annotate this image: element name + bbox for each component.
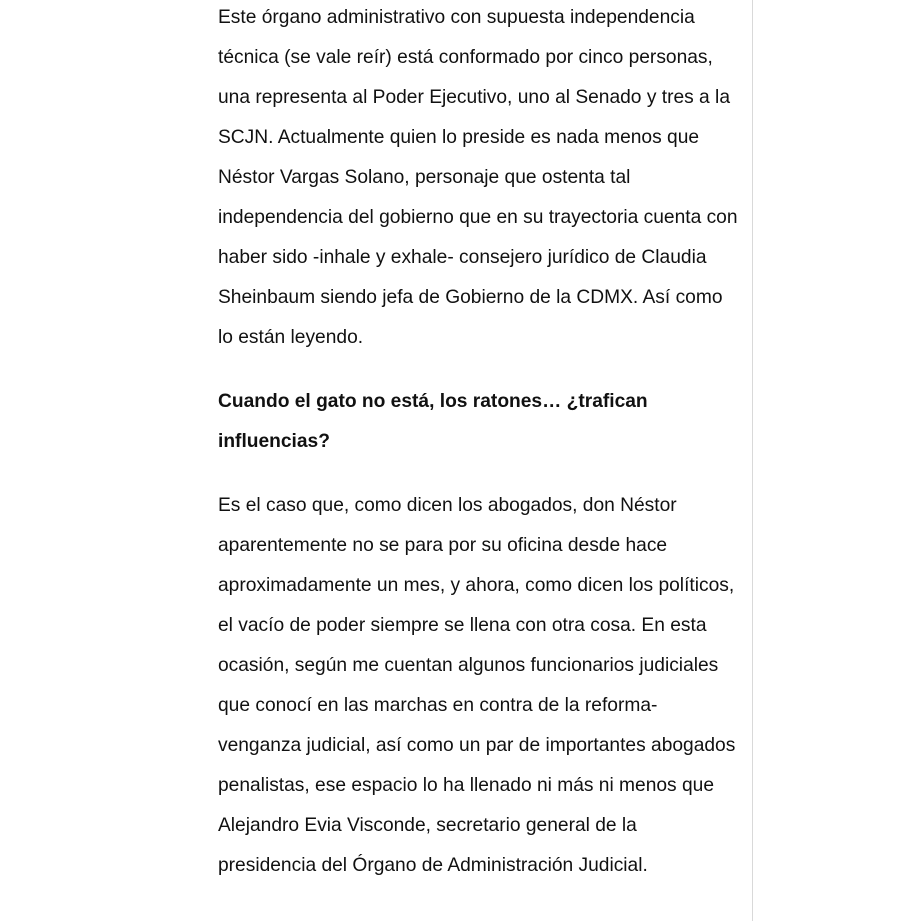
article-body: [218, 0, 738, 910]
article-paragraph: Es el caso que, como dicen los abogados, don Néstor aparentemente no se para por su oficina desde hace aproximadamente un mes, y ahora, como dicen los políticos, el vacío de poder siempre se llena con otra cosa. En esta ocasión, según me cuentan algunos funcionarios judiciales que conocí en las marchas en contra de la reforma-venganza judicial, así como un par de importantes abogados penalistas, ese espacio lo ha llenado ni más ni menos que Alejandro Evia Visconde, secretario general de la presidencia del Órgano de Administración Judicial.: [218, 495, 736, 876]
sidebar-divider: [752, 0, 753, 921]
article-subheading: Cuando el gato no está, los ratones… ¿trafican influencias?: [218, 391, 648, 452]
article-paragraph: Este órgano administrativo con supuesta independencia técnica (se vale reír) está conformado por cinco personas, una representa al Poder Ejecutivo, uno al Senado y tres a la SCJN. Actualmente quien lo preside es nada menos que Néstor Vargas Solano, personaje que ostenta tal independencia del gobierno que en su trayectoria cuenta con haber sido -inhale y exhale- consejero jurídico de Claudia Sheinbaum siendo jefa de Gobierno de la CDMX. Así como lo están leyendo.: [218, 7, 738, 348]
